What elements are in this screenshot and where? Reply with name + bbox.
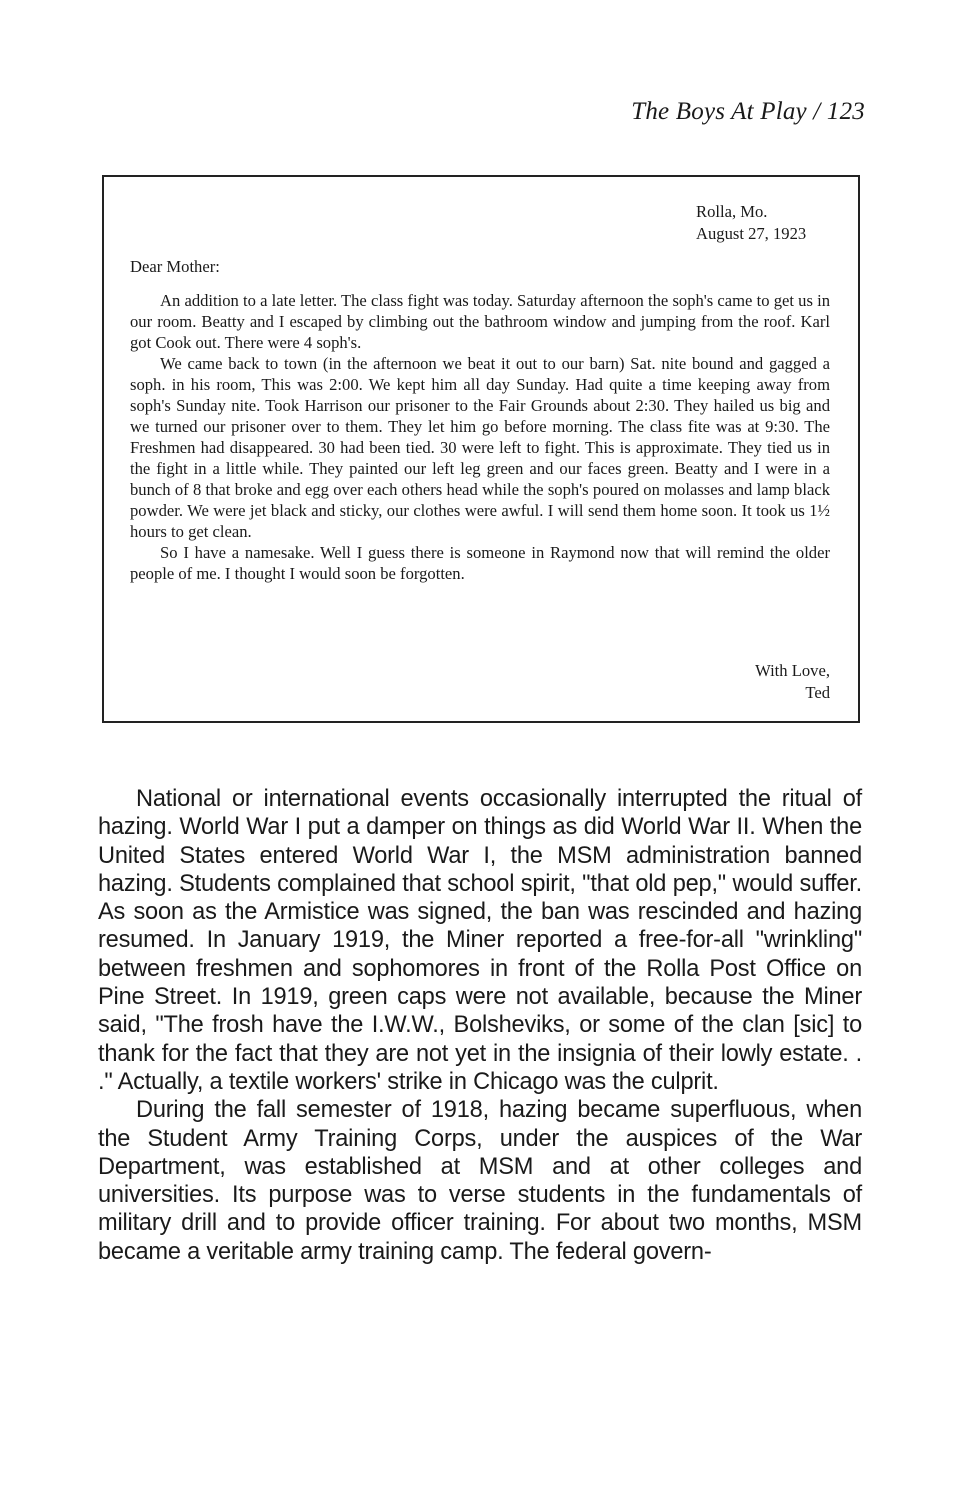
- letter-date: August 27, 1923: [696, 223, 807, 243]
- letter-salutation: Dear Mother:: [130, 257, 220, 276]
- letter-signature: Ted: [805, 682, 830, 702]
- letter-paragraph: So I have a namesake. Well I guess there is someone in Raymond now that will remind the older people of me. I thought I would soon be forgotten.: [130, 543, 830, 583]
- running-head: The Boys At Play / 123: [631, 98, 865, 125]
- letter-closing-block: [755, 660, 830, 703]
- body-text: [98, 785, 862, 1266]
- letter-box: [102, 175, 860, 723]
- body-paragraph: National or international events occasionally interrupted the ritual of hazing. World War I put a damper on things as did World War II. When the United States entered World War I, the MSM administration banned hazing. Students complained that school spirit, "that old pep," would suffer. As soon as the Armistice was signed, the ban was rescinded and hazing resumed. In January 1919, the Miner reported a free-for-all "wrinkling" between freshmen and sophomores in front of the Rolla Post Office on Pine Street. In 1919, green caps were not available, because the Miner said, "The frosh have the I.W.W., Bolsheviks, or some of the clan [sic] to thank for the fact that they are not yet in the insignia of their lowly estate. . ." Actually, a textile workers' strike in Chicago was the culprit.: [98, 786, 862, 1095]
- letter-paragraph: We came back to town (in the afternoon we beat it out to our barn) Sat. nite bound and gagged a soph. in his room, This was 2:00. We kept him all day Sunday. Had quite a time keeping away from soph's Sunday nite. Took Harrison our prisoner to the Fair Grounds about 2:30. They hailed us big and we turned our prisoner over to them. They let him go before morning. The class fite was at 9:30. The Freshmen had disappeared. 30 had been tied. 30 were left to fight. This is approximate. They tied us in the fight in a little while. They painted our left leg green and our faces green. Beatty and I were in a bunch of 8 that broke and egg over each others head while the soph's poured on molasses and lamp black powder. We were jet black and sticky, our clothes were awful. I will send them home soon. It took us 1½ hours to get clean.: [130, 354, 830, 541]
- letter-paragraph: An addition to a late letter. The class fight was today. Saturday afternoon the soph's came to get us in our room. Beatty and I escaped by climbing out the bathroom window and jumping from the roof. Karl got Cook out. There were 4 soph's.: [130, 291, 830, 352]
- body-paragraph: During the fall semester of 1918, hazing became superfluous, when the Student Army Training Corps, under the auspices of the War Department, was established at MSM and at other colleges and universities. Its purpose was to verse students in the fundamentals of military drill and to provide officer training. For about two months, MSM became a veritable army training camp. The federal govern-: [98, 1097, 862, 1265]
- letter-place: Rolla, Mo.: [696, 202, 768, 221]
- letter-dateline: [696, 201, 806, 244]
- letter-closing: With Love,: [755, 661, 830, 680]
- letter-body: [130, 290, 830, 584]
